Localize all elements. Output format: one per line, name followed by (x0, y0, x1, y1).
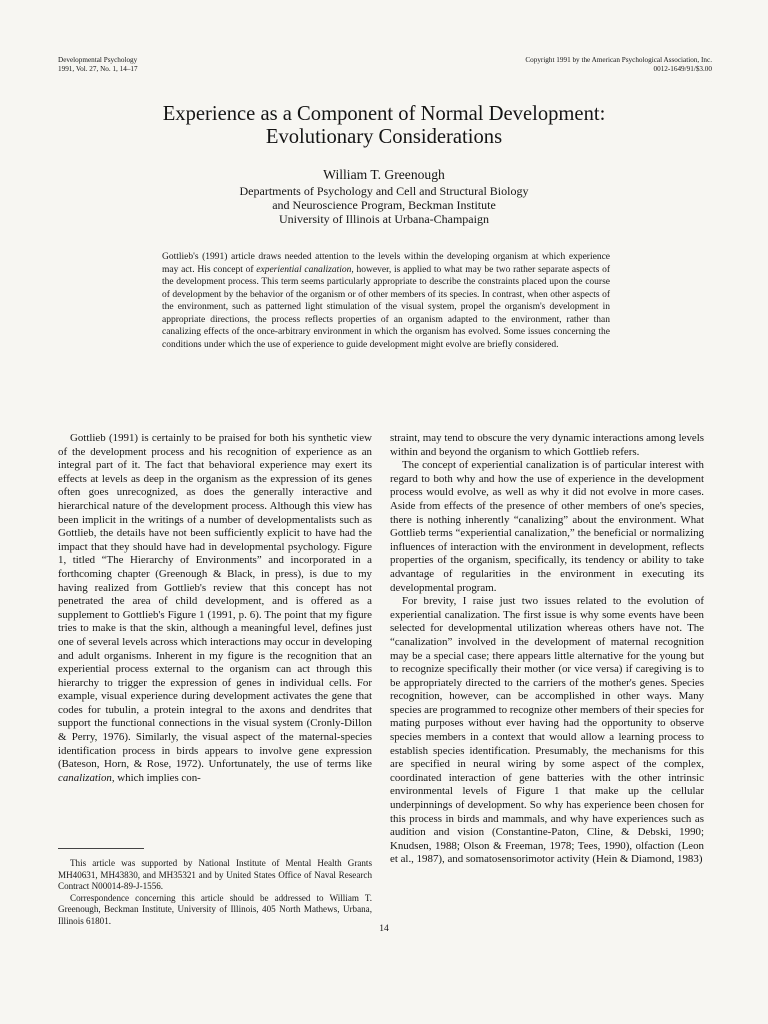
body-paragraph: straint, may tend to obscure the very dynamic interactions among levels within and beyond the organism to which Gottlieb refers. (390, 432, 704, 458)
body-paragraph: The concept of experiential canalization is of particular interest with regard to both why and how the use of experience in the development process would evolve, as well as why it did not evolve in more cases. Aside from effects of the presence of other members of one's species, there is nothing inherently “canalizing” about the environment. What Gottlieb terms “experiential canalization,” the beneficial or normalizing influences of interaction with the environment in development, reflects properties of the organism, specifically, its tendency or ability to take advantage of regularities in the environment in executing its developmental program. (390, 459, 704, 594)
issn-line: 0012-1649/91/$3.00 (653, 64, 712, 73)
affiliation-line-1: Departments of Psychology and Cell and Structural Biology (239, 184, 529, 198)
article-title (0, 103, 768, 149)
footnote-funding: This article was supported by National Institute of Mental Health Grants MH40631, MH43830, and MH35321 and by United States Office of Naval Research Contract N00014-89-J-1556. (58, 858, 372, 892)
body-paragraph: For brevity, I raise just two issues related to the evolution of experiential canalization. The first issue is why some events have been selected for developmental utilization whereas others have not. The “canalization” involved in the development of maternal recognition may be a special case; there appears little alternative for the young but to recognize specifically their mother (or vice versa) if caregiving is to be appropriately directed to the carriers of the mother's genes. Species recognition, however, can be accomplished in other ways. Many species are programmed to recognize other members of their species for mating purposes without ever having had the opportunity to observe species members in a context that would allow a learning process to establish species identification. Presumably, the mechanisms for this are specified in neural wiring by some aspect of the complex, coordinated interaction of gene batteries with the other intrinsic environmental levels of Figure 1 that make up the cellular underpinnings of development. So why has experience been chosen for this process in birds and mammals, and why have experiences such as audition and vision (Constantine-Paton, Cline, & Debski, 1990; Knudsen, 1988; Olson & Freeman, 1978; Tees, 1990), olfaction (Leon et al., 1987), and somatosensorimotor activity (Hein & Diamond, 1983) (390, 595, 704, 866)
author-block (0, 167, 768, 226)
body-paragraph (58, 432, 372, 785)
body-text: Gottlieb (1991) is certainly to be praised for both his synthetic view of the development process and his recognition of experience as an integral part of it. The fact that behavioral experience may exert its effects at levels as deep in the organism as the expression of its genes often goes unrecognized, as does the generally interactive and hierarchical nature of the development process. Although this view has been implicit in the writings of a number of developmentalists such as Gottlieb, the details have not been sufficiently explicit to have had the impact that they should have had in developmental psychology. Figure 1, titled “The Hierarchy of Environments” and incorporated in a forthcoming chapter (Greenough & Black, in press), is due to my having realized from Gottlieb's review that this concept has not penetrated the area of child development, and is offered as a supplement to Gottlieb's Figure 1 (1991, p. 6). The point that my figure tries to make is that the skin, although a meaningful level, defines just one of several levels across which interactions may occur in developing and adult organisms. Inherent in my figure is the recognition that an experiential process external to the organism can act through this hierarchy to trigger the expression of genes in individual cells. For example, visual experience during development activates the gene that codes for tubulin, a protein integral to the axons and dendrites that support the functional connections in the visual system (Cronly-Dillon & Perry, 1976). Similarly, the visual aspect of the maternal-species identification process in birds appears to involve gene expression (Bateson, Horn, & Rose, 1972). Unfortunately, the use of terms like (58, 432, 372, 771)
left-column (58, 432, 372, 785)
footnote-correspondence: Correspondence concerning this article should be addressed to William T. Greenough, Beckman Institute, University of Illinois, 405 North Mathews, Urbana, Illinois 61801. (58, 892, 372, 926)
footnote-divider (58, 848, 144, 849)
affiliation-line-2: and Neuroscience Program, Beckman Institute (272, 198, 496, 212)
journal-volume: 1991, Vol. 27, No. 1, 14–17 (58, 64, 138, 73)
right-column (390, 432, 704, 867)
copyright-notice (525, 56, 712, 73)
abstract (162, 251, 610, 351)
title-line-1: Experience as a Component of Normal Development: (162, 103, 606, 125)
abstract-text-2: however, is applied to what may be two rather separate aspects of the development process. This term seems particularly appropriate to describe the constraints placed upon the course of development by the behavior of the organism or of other members of its species. In contrast, when other aspects of the environment, such as patterned light stimulation of the visual system, propel the organism's development in appropriate directions, the process reflects properties of an organism adapted to the environment, rather than canalizing effects of the once-arbitrary environment in which the organism has evolved. Some issues concerning the conditions under which the use of experience to guide development might evolve are briefly considered. (162, 264, 610, 350)
title-line-2: Evolutionary Considerations (265, 126, 503, 148)
journal-name: Developmental Psychology (58, 56, 138, 64)
journal-citation (58, 56, 138, 73)
copyright-line: Copyright 1991 by the American Psychological Association, Inc. (525, 56, 712, 64)
footnotes (58, 858, 372, 928)
page-number: 14 (379, 924, 389, 934)
affiliation-line-3: University of Illinois at Urbana-Champaign (279, 212, 489, 226)
abstract-italic-term: experiential canalization, (256, 264, 354, 275)
body-text: which implies con- (114, 771, 201, 784)
author-name: William T. Greenough (323, 167, 445, 182)
abstract-text-1: Gottlieb's (1991) article draws needed attention to the levels within the developing organism at which experience may act. His concept of (162, 252, 610, 275)
body-italic-term: canalization, (58, 771, 115, 784)
